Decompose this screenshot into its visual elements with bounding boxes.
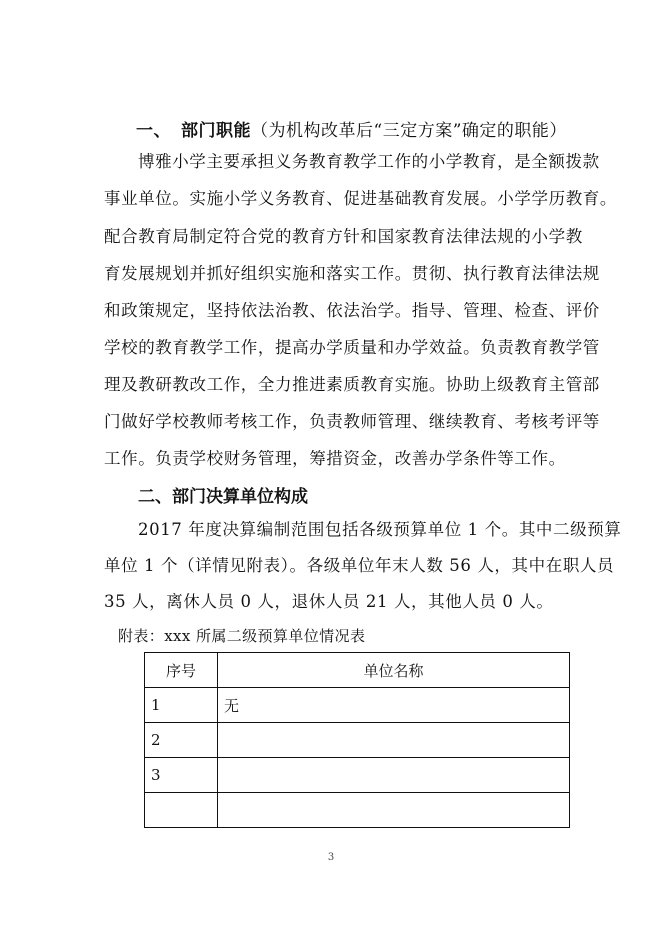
- table-caption: 附表：xxx 所属二级预算单位情况表: [118, 627, 366, 645]
- header-index: 序号: [145, 653, 218, 688]
- section1-line-3: 配合教育局制定符合党的教育方针和国家教育法律法规的小学教: [104, 227, 583, 246]
- row-index: 3: [145, 758, 218, 793]
- row-index: 1: [145, 688, 218, 723]
- page-number: 3: [327, 852, 335, 863]
- row-unit-name: 无: [218, 688, 570, 723]
- budget-unit-table: [144, 652, 570, 828]
- table-row: [145, 688, 570, 723]
- section1-heading: [108, 116, 567, 141]
- table-row: [145, 793, 570, 828]
- section2-line-2: 单位 1 个（详情见附表）。各级单位年末人数 56 人，其中在职人员: [104, 556, 615, 575]
- table-row: [145, 723, 570, 758]
- section1-line-7: 理及教研教改工作，全力推进素质教育实施。协助上级教育主管部: [104, 375, 600, 394]
- row-index: [145, 793, 218, 828]
- row-unit-name: [218, 793, 570, 828]
- header-unit-name: 单位名称: [218, 653, 570, 688]
- section1-title: 部门职能: [181, 121, 251, 141]
- section1-line-6: 学校的教育教学工作，提高办学质量和办学效益。负责教育教学管: [104, 338, 600, 357]
- section1-line-9: 工作。负责学校财务管理，筹措资金，改善办学条件等工作。: [104, 449, 566, 468]
- section1-line-4: 育发展规划并抓好组织实施和落实工作。贯彻、执行教育法律法规: [104, 264, 600, 283]
- section2-line-3: 35 人，离休人员 0 人，退休人员 21 人，其他人员 0 人。: [104, 592, 554, 611]
- row-unit-name: [218, 758, 570, 793]
- section1-line-1: 博雅小学主要承担义务教育教学工作的小学教育，是全额拨款: [138, 152, 600, 171]
- row-unit-name: [218, 723, 570, 758]
- section1-line-8: 门做好学校教师考核工作，负责教师管理、继续教育、考核考评等: [104, 412, 600, 431]
- section1-line-5: 和政策规定，坚持依法治教、依法治学。指导、管理、检查、评价: [104, 301, 600, 320]
- table-row: [145, 758, 570, 793]
- section1-note: （为机构改革后“三定方案”确定的职能）: [251, 121, 567, 141]
- table-header-row: [145, 653, 570, 688]
- section2-line-1: 2017 年度决算编制范围包括各级预算单位 1 个。其中二级预算: [138, 520, 622, 539]
- section2-heading: 二、部门决算单位构成: [138, 487, 308, 507]
- section1-number: 一、: [136, 121, 171, 141]
- section1-line-2: 事业单位。实施小学义务教育、促进基础教育发展。小学学历教育。: [104, 189, 617, 208]
- row-index: 2: [145, 723, 218, 758]
